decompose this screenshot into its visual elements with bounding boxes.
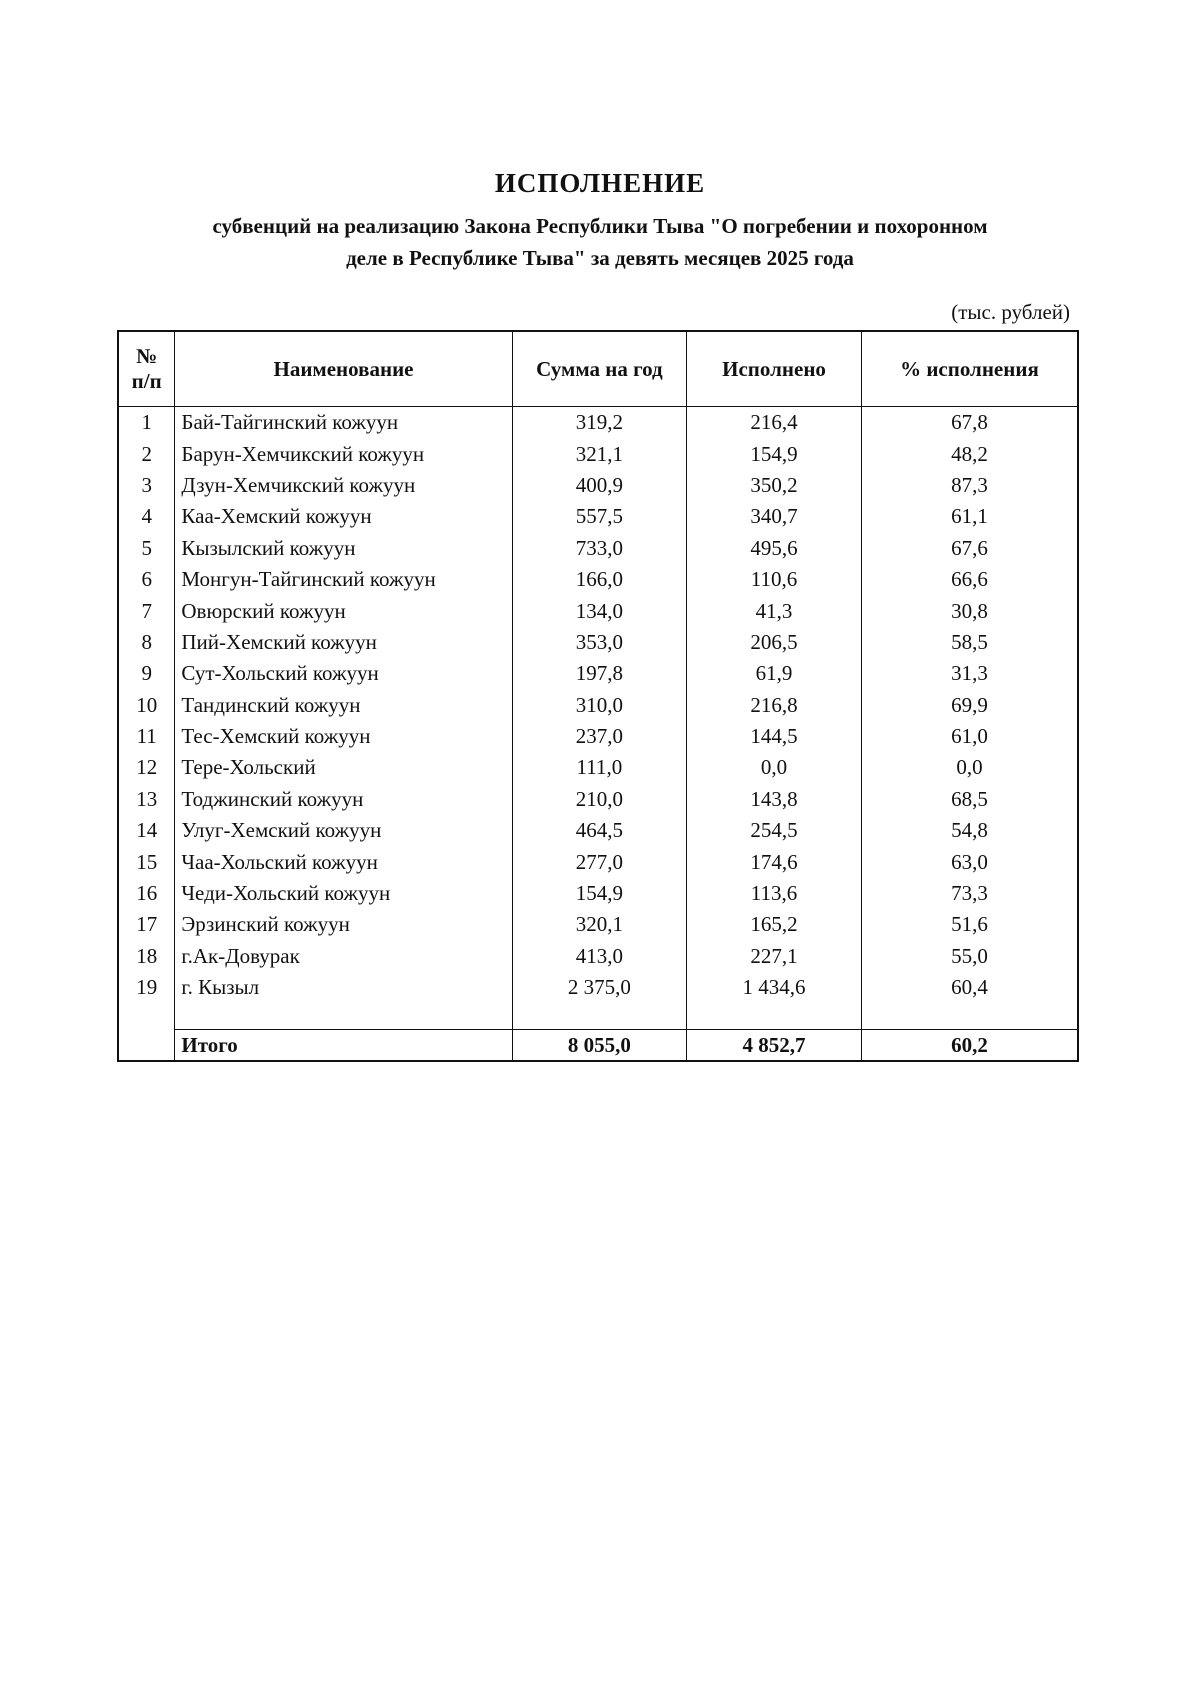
cell-annual: 321,1 <box>512 438 687 469</box>
cell-executed: 154,9 <box>687 438 862 469</box>
cell-percent: 73,3 <box>861 878 1078 909</box>
header-executed: Исполнено <box>687 331 862 407</box>
cell-name: Чеди-Хольский кожуун <box>175 878 512 909</box>
cell-executed: 144,5 <box>687 721 862 752</box>
cell-annual: 353,0 <box>512 627 687 658</box>
table-row <box>118 878 1078 909</box>
cell-executed: 41,3 <box>687 595 862 626</box>
cell-name: Монгун-Тайгинский кожуун <box>175 564 512 595</box>
cell-name: Барун-Хемчикский кожуун <box>175 438 512 469</box>
cell-name: Бай-Тайгинский кожуун <box>175 407 512 439</box>
cell-number: 16 <box>118 878 175 909</box>
cell-percent: 51,6 <box>861 909 1078 940</box>
cell-annual: 319,2 <box>512 407 687 439</box>
cell-name: Кызылский кожуун <box>175 533 512 564</box>
cell-name: Овюрский кожуун <box>175 595 512 626</box>
table-row <box>118 909 1078 940</box>
table-row <box>118 407 1078 439</box>
cell-annual: 400,9 <box>512 470 687 501</box>
table-row <box>118 690 1078 721</box>
cell-name: г.Ак-Довурак <box>175 941 512 972</box>
document-subtitle <box>130 210 1070 274</box>
cell-number: 3 <box>118 470 175 501</box>
cell-number: 2 <box>118 438 175 469</box>
cell-number: 6 <box>118 564 175 595</box>
cell-number: 7 <box>118 595 175 626</box>
cell-executed: 216,8 <box>687 690 862 721</box>
cell-number: 14 <box>118 815 175 846</box>
subtitle-line-1: субвенций на реализацию Закона Республики Тыва "О погребении и похоронном <box>212 214 988 238</box>
cell-executed: 227,1 <box>687 941 862 972</box>
table-row <box>118 501 1078 532</box>
cell-annual: 277,0 <box>512 846 687 877</box>
cell-annual: 134,0 <box>512 595 687 626</box>
header-number-line-1: № <box>136 344 158 368</box>
cell-annual: 2 375,0 <box>512 972 687 1003</box>
cell-number: 9 <box>118 658 175 689</box>
cell-number: 17 <box>118 909 175 940</box>
header-percent: % исполнения <box>861 331 1078 407</box>
table-row <box>118 438 1078 469</box>
header-annual: Сумма на год <box>512 331 687 407</box>
cell-executed: 165,2 <box>687 909 862 940</box>
cell-number: 12 <box>118 752 175 783</box>
cell-name: Тоджинский кожуун <box>175 784 512 815</box>
spacer-cell <box>687 1003 862 1030</box>
cell-number: 13 <box>118 784 175 815</box>
cell-percent: 66,6 <box>861 564 1078 595</box>
cell-percent: 48,2 <box>861 438 1078 469</box>
table-row <box>118 564 1078 595</box>
cell-annual: 154,9 <box>512 878 687 909</box>
cell-name: Пий-Хемский кожуун <box>175 627 512 658</box>
cell-executed: 340,7 <box>687 501 862 532</box>
cell-percent: 68,5 <box>861 784 1078 815</box>
cell-number: 5 <box>118 533 175 564</box>
cell-percent: 55,0 <box>861 941 1078 972</box>
cell-percent: 61,0 <box>861 721 1078 752</box>
table-header-row <box>118 331 1078 407</box>
total-percent: 60,2 <box>861 1030 1078 1062</box>
cell-percent: 69,9 <box>861 690 1078 721</box>
spacer-cell <box>512 1003 687 1030</box>
cell-percent: 30,8 <box>861 595 1078 626</box>
header-name: Наименование <box>175 331 512 407</box>
spacer-cell <box>175 1003 512 1030</box>
cell-name: Сут-Хольский кожуун <box>175 658 512 689</box>
cell-executed: 495,6 <box>687 533 862 564</box>
cell-percent: 60,4 <box>861 972 1078 1003</box>
cell-executed: 113,6 <box>687 878 862 909</box>
cell-number: 19 <box>118 972 175 1003</box>
cell-executed: 143,8 <box>687 784 862 815</box>
document-title: ИСПОЛНЕНИЕ <box>494 168 706 198</box>
cell-number: 8 <box>118 627 175 658</box>
cell-executed: 206,5 <box>687 627 862 658</box>
cell-name: Эрзинский кожуун <box>175 909 512 940</box>
cell-number: 1 <box>118 407 175 439</box>
table-row <box>118 721 1078 752</box>
total-annual: 8 055,0 <box>512 1030 687 1062</box>
header-number <box>118 331 175 407</box>
cell-annual: 413,0 <box>512 941 687 972</box>
cell-percent: 58,5 <box>861 627 1078 658</box>
cell-name: г. Кызыл <box>175 972 512 1003</box>
cell-name: Тандинский кожуун <box>175 690 512 721</box>
total-executed: 4 852,7 <box>687 1030 862 1062</box>
cell-percent: 67,6 <box>861 533 1078 564</box>
total-label: Итого <box>175 1030 512 1062</box>
cell-executed: 350,2 <box>687 470 862 501</box>
cell-annual: 733,0 <box>512 533 687 564</box>
spacer-cell <box>118 1003 175 1030</box>
cell-annual: 237,0 <box>512 721 687 752</box>
cell-annual: 210,0 <box>512 784 687 815</box>
total-number-cell <box>118 1030 175 1062</box>
cell-executed: 61,9 <box>687 658 862 689</box>
spacer-cell <box>861 1003 1078 1030</box>
table-row <box>118 752 1078 783</box>
cell-percent: 87,3 <box>861 470 1078 501</box>
cell-executed: 110,6 <box>687 564 862 595</box>
cell-executed: 216,4 <box>687 407 862 439</box>
cell-executed: 254,5 <box>687 815 862 846</box>
table-body <box>118 407 1078 1062</box>
cell-name: Улуг-Хемский кожуун <box>175 815 512 846</box>
cell-number: 4 <box>118 501 175 532</box>
cell-annual: 557,5 <box>512 501 687 532</box>
cell-annual: 111,0 <box>512 752 687 783</box>
cell-percent: 63,0 <box>861 846 1078 877</box>
table-row <box>118 658 1078 689</box>
table-row <box>118 470 1078 501</box>
cell-name: Чаа-Хольский кожуун <box>175 846 512 877</box>
cell-number: 10 <box>118 690 175 721</box>
cell-number: 11 <box>118 721 175 752</box>
table-row <box>118 533 1078 564</box>
execution-table <box>117 330 1079 1062</box>
cell-percent: 67,8 <box>861 407 1078 439</box>
table-spacer-row <box>118 1003 1078 1030</box>
table-row <box>118 595 1078 626</box>
table-total-row <box>118 1030 1078 1062</box>
cell-name: Дзун-Хемчикский кожуун <box>175 470 512 501</box>
cell-annual: 464,5 <box>512 815 687 846</box>
cell-annual: 166,0 <box>512 564 687 595</box>
cell-annual: 320,1 <box>512 909 687 940</box>
table-row <box>118 784 1078 815</box>
cell-percent: 0,0 <box>861 752 1078 783</box>
cell-name: Тере-Хольский <box>175 752 512 783</box>
cell-percent: 61,1 <box>861 501 1078 532</box>
subtitle-line-2: деле в Республике Тыва" за девять месяцев 2025 года <box>346 246 854 270</box>
table-row <box>118 815 1078 846</box>
header-number-line-2: п/п <box>131 369 162 393</box>
cell-annual: 197,8 <box>512 658 687 689</box>
cell-name: Тес-Хемский кожуун <box>175 721 512 752</box>
cell-executed: 174,6 <box>687 846 862 877</box>
table-row <box>118 972 1078 1003</box>
cell-executed: 0,0 <box>687 752 862 783</box>
table-row <box>118 941 1078 972</box>
cell-number: 18 <box>118 941 175 972</box>
table-row <box>118 627 1078 658</box>
cell-percent: 54,8 <box>861 815 1078 846</box>
cell-number: 15 <box>118 846 175 877</box>
units-label: (тыс. рублей) <box>951 300 1070 324</box>
cell-executed: 1 434,6 <box>687 972 862 1003</box>
cell-name: Каа-Хемский кожуун <box>175 501 512 532</box>
table-row <box>118 846 1078 877</box>
cell-annual: 310,0 <box>512 690 687 721</box>
cell-percent: 31,3 <box>861 658 1078 689</box>
